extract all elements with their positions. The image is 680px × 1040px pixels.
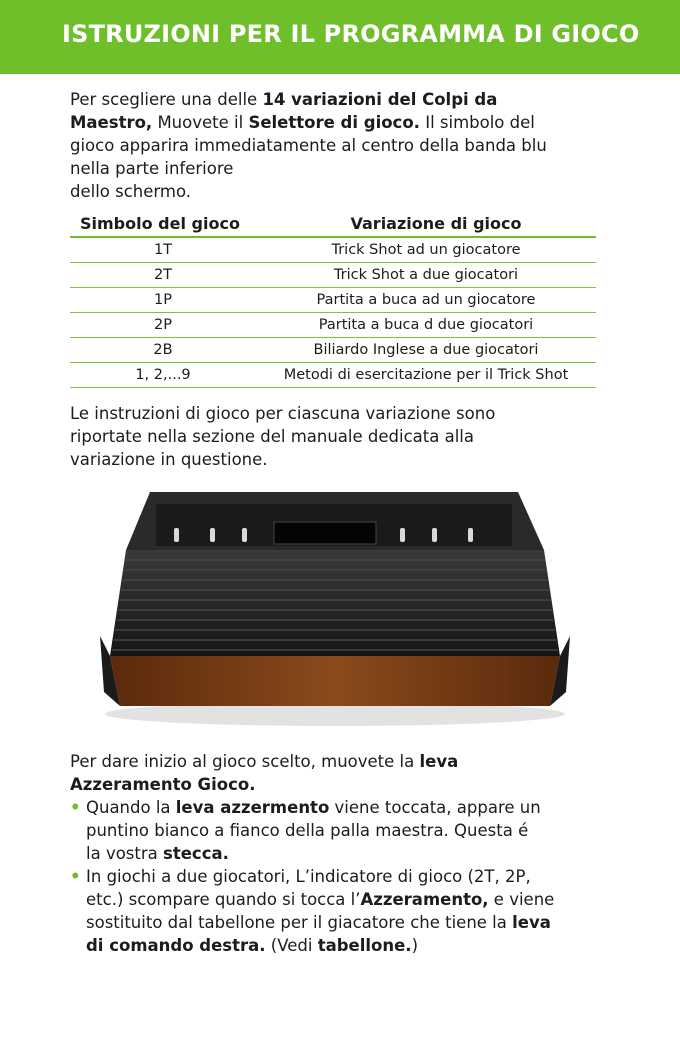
bullet-icon: • xyxy=(70,798,81,817)
outro-bold: Azzeramento Gioco. xyxy=(70,775,256,794)
bullet-text: ) xyxy=(411,936,419,955)
table-header xyxy=(70,210,596,238)
row-symbol: 2T xyxy=(153,267,173,283)
intro-text: Per scegliere una delle xyxy=(70,90,263,109)
bullet-bold: leva azzermento xyxy=(175,798,330,817)
table-row xyxy=(70,288,596,313)
bullet-text: sostituito dal tabellone per il giacatore che tiene la xyxy=(86,913,513,932)
start-instructions xyxy=(70,750,610,957)
variation-instructions-paragraph xyxy=(70,402,610,471)
bullet-bold: stecca. xyxy=(163,844,229,863)
game-variations-table xyxy=(70,210,596,388)
page-header xyxy=(0,0,680,74)
page-title: ISTRUZIONI PER IL PROGRAMMA DI GIOCO xyxy=(62,20,640,48)
bullet-item xyxy=(70,796,610,865)
intro-bold: 14 variazioni del Colpi da xyxy=(262,90,498,109)
intro-text: Muovete il xyxy=(152,113,249,132)
bullet-text: etc.) scompare quando si tocca l’ xyxy=(86,890,361,909)
row-symbol: 1P xyxy=(154,292,172,308)
bullet-item xyxy=(70,865,610,957)
intro-text: dello schermo. xyxy=(70,182,192,201)
header-symbol: Simbolo del gioco xyxy=(80,213,240,233)
row-variation: Trick Shot ad un giocatore xyxy=(331,242,521,258)
bullet-bold: leva xyxy=(512,913,551,932)
bullet-text: la vostra xyxy=(86,844,164,863)
bullet-bold: tabellone. xyxy=(317,936,412,955)
bullet-text: In giochi a due giocatori, L’indicatore di gioco (2T, 2P, xyxy=(86,867,531,886)
bullet-bold: Azzeramento, xyxy=(360,890,489,909)
intro-bold: Selettore di gioco. xyxy=(248,113,420,132)
bullet-text: e viene xyxy=(488,890,555,909)
row-symbol: 1, 2,...9 xyxy=(135,367,191,383)
bullet-text: (Vedi xyxy=(265,936,318,955)
table-row xyxy=(70,263,596,288)
intro-paragraph xyxy=(70,88,610,203)
para-text: Le instruzioni di gioco per ciascuna variazione sono xyxy=(70,404,496,423)
row-variation: Partita a buca ad un giocatore xyxy=(316,292,536,308)
bullet-bold: di comando destra. xyxy=(86,936,266,955)
outro-text: Per dare inizio al gioco scelto, muovete la xyxy=(70,752,420,771)
bullet-text: puntino bianco a fianco della palla maestra. Questa é xyxy=(86,821,529,840)
outro-bold: leva xyxy=(419,752,459,771)
row-symbol: 1T xyxy=(153,242,173,258)
intro-bold: Maestro, xyxy=(70,113,153,132)
bullet-text: viene toccata, appare un xyxy=(329,798,541,817)
para-text: riportate nella sezione del manuale dedicata alla xyxy=(70,427,474,446)
table-row xyxy=(70,338,596,363)
intro-text: Il simbolo del xyxy=(419,113,535,132)
para-text: variazione in questione. xyxy=(70,450,268,469)
row-symbol: 2B xyxy=(153,342,173,358)
table-row xyxy=(70,313,596,338)
row-variation: Partita a buca d due giocatori xyxy=(318,317,534,333)
row-variation: Metodi di esercitazione per il Trick Shot xyxy=(283,367,569,383)
row-symbol: 2P xyxy=(154,317,172,333)
row-variation: Trick Shot a due giocatori xyxy=(333,267,519,283)
intro-text: gioco apparira immediatamente al centro della banda blu xyxy=(70,136,547,155)
start-paragraph xyxy=(70,750,610,796)
atari-2600-console-icon xyxy=(98,486,572,726)
bullet-text: Quando la xyxy=(86,798,176,817)
intro-text: nella parte inferiore xyxy=(70,159,234,178)
row-variation: Biliardo Inglese a due giocatori xyxy=(313,342,539,358)
table-row xyxy=(70,238,596,263)
header-variation: Variazione di gioco xyxy=(350,213,522,233)
bullet-icon: • xyxy=(70,867,81,886)
table-row xyxy=(70,363,596,388)
